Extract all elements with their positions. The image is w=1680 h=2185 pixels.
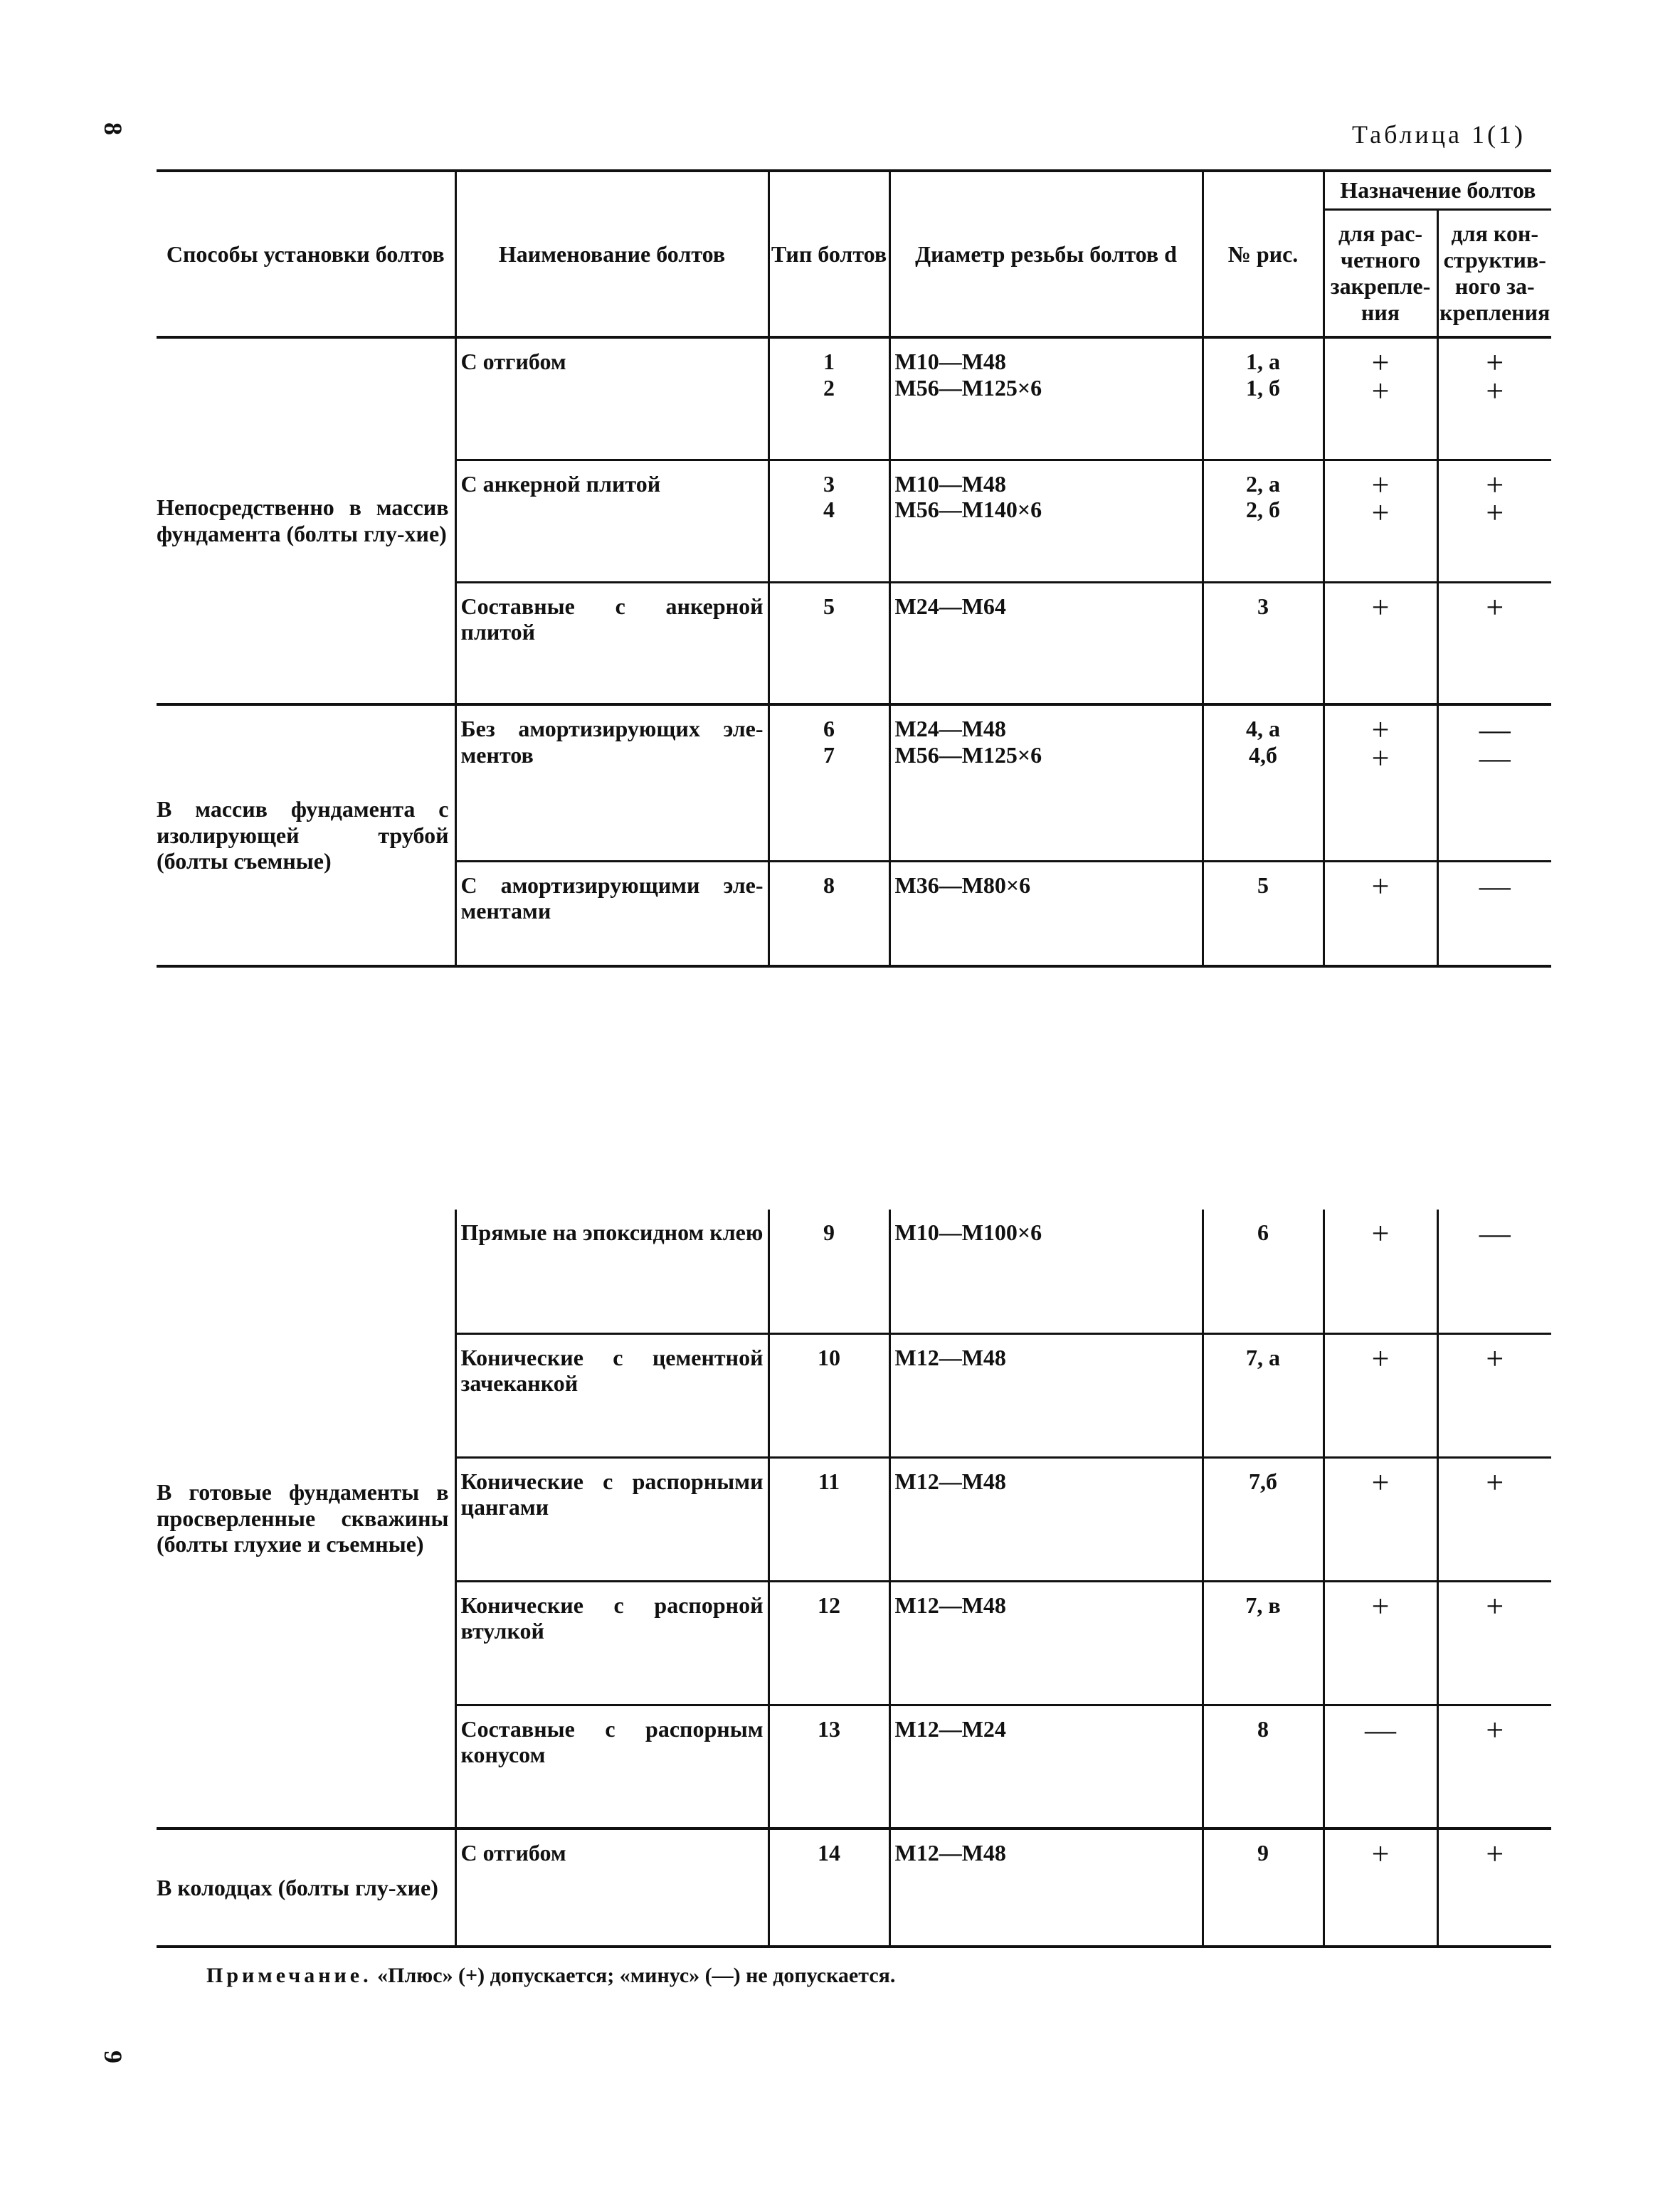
calc-purpose-value: + xyxy=(1371,712,1390,747)
figure-value: 3 xyxy=(1257,593,1269,619)
diameter-value: М12—М48 xyxy=(894,1592,1006,1618)
bolt-type-value: 5 xyxy=(823,593,835,619)
header-purpose: Назначение болтов xyxy=(1324,171,1551,209)
figure-value: 8 xyxy=(1257,1715,1269,1742)
figure-cell xyxy=(1203,1457,1324,1581)
bolt-type-cell xyxy=(768,1581,889,1705)
calc-purpose-cell xyxy=(1324,460,1437,582)
calc-purpose-cell xyxy=(1324,861,1437,966)
bolt-type-cell xyxy=(768,861,889,966)
diameter-cell xyxy=(889,704,1203,861)
bolt-name-cell: Составные с анкерной плитой xyxy=(455,582,768,704)
diameter-cell xyxy=(889,1457,1203,1581)
figure-value: 7, в xyxy=(1245,1592,1281,1618)
bolt-type-value: 9 xyxy=(823,1220,835,1245)
bolts-table-part-1 xyxy=(157,169,1551,969)
constr-purpose-value: + xyxy=(1486,1340,1504,1376)
constr-purpose-value: + xyxy=(1486,589,1504,625)
bolt-type-cell xyxy=(768,1705,889,1829)
bolt-type-cell xyxy=(768,1333,889,1457)
bolt-type-value: 12 xyxy=(818,1592,840,1618)
bolt-type-cell xyxy=(768,1210,889,1333)
table-row xyxy=(157,1829,1551,1947)
diameter-value: М56—М125×6 xyxy=(894,741,1042,768)
constr-purpose-value: + xyxy=(1486,1464,1504,1500)
calc-purpose-cell xyxy=(1324,337,1437,460)
table-note xyxy=(206,1964,895,1988)
diameter-value: М12—М48 xyxy=(894,1344,1006,1370)
bolt-name-cell: Составные с распорным конусом xyxy=(455,1705,768,1829)
constr-purpose-value: + xyxy=(1486,495,1504,531)
diameter-value: М56—М140×6 xyxy=(894,497,1042,523)
bolt-name-cell: С амортизирующими эле-ментами xyxy=(455,861,768,966)
diameter-cell xyxy=(889,1581,1203,1705)
figure-value: 4, а xyxy=(1246,716,1280,741)
calc-purpose-cell xyxy=(1324,1210,1437,1333)
page-number-bottom: 9 xyxy=(99,2051,127,2063)
bolt-type-cell xyxy=(768,460,889,582)
figure-cell xyxy=(1203,1333,1324,1457)
constr-purpose-cell xyxy=(1437,1829,1551,1947)
table-body-1 xyxy=(157,337,1551,966)
constr-purpose-value: — xyxy=(1479,868,1511,904)
constr-purpose-cell xyxy=(1437,1705,1551,1829)
diameter-value: М56—М125×6 xyxy=(894,374,1042,401)
figure-value: 9 xyxy=(1257,1840,1269,1866)
method-cell: Непосредственно в массив фундамента (болты глу-хие) xyxy=(157,337,455,704)
figure-cell xyxy=(1203,1705,1324,1829)
table-body-2 xyxy=(157,1210,1551,1947)
note-text: «Плюс» (+) допускается; «минус» (—) не допускается. xyxy=(377,1964,896,1987)
bolts-table-part-2 xyxy=(157,1210,1551,1949)
bolt-name-cell: Конические с распорными цангами xyxy=(455,1457,768,1581)
diameter-value: М24—М64 xyxy=(894,593,1006,619)
calc-purpose-cell xyxy=(1324,1457,1437,1581)
bolt-type-value: 11 xyxy=(818,1468,840,1494)
bolt-type-cell xyxy=(768,1829,889,1947)
bolt-type-value: 1 xyxy=(823,349,835,374)
calc-purpose-value: + xyxy=(1371,1216,1390,1251)
constr-purpose-cell xyxy=(1437,1457,1551,1581)
calc-purpose-cell xyxy=(1324,1705,1437,1829)
bolt-name-cell: С отгибом xyxy=(455,1829,768,1947)
constr-purpose-value: + xyxy=(1486,1836,1504,1871)
calc-purpose-cell xyxy=(1324,1581,1437,1705)
header-type: Тип болтов xyxy=(768,171,889,337)
bolt-type-value: 2 xyxy=(823,374,835,401)
calc-purpose-value: + xyxy=(1371,1588,1390,1624)
diameter-value: М12—М48 xyxy=(894,1840,1006,1866)
bolt-type-value: 4 xyxy=(823,497,835,523)
constr-purpose-cell xyxy=(1437,1581,1551,1705)
table-row xyxy=(157,1210,1551,1333)
calc-purpose-value: + xyxy=(1371,373,1390,408)
diameter-value: М10—М48 xyxy=(894,470,1006,497)
header-calc: для рас-четного закрепле-ния xyxy=(1324,209,1437,337)
figure-value: 2, б xyxy=(1246,497,1280,523)
bolt-type-value: 7 xyxy=(823,741,835,768)
figure-cell xyxy=(1203,1581,1324,1705)
table-title: Таблица 1(1) xyxy=(1352,120,1526,149)
figure-value: 7, а xyxy=(1246,1344,1280,1370)
figure-value: 2, а xyxy=(1246,470,1280,497)
figure-cell xyxy=(1203,582,1324,704)
constr-purpose-value: + xyxy=(1486,1712,1504,1747)
diameter-cell xyxy=(889,460,1203,582)
constr-purpose-cell xyxy=(1437,861,1551,966)
calc-purpose-cell xyxy=(1324,582,1437,704)
calc-purpose-cell xyxy=(1324,1829,1437,1947)
calc-purpose-value: + xyxy=(1371,740,1390,776)
diameter-cell xyxy=(889,1829,1203,1947)
bolt-type-value: 8 xyxy=(823,872,835,898)
bolt-type-value: 14 xyxy=(818,1840,840,1866)
constr-purpose-value: + xyxy=(1486,345,1504,380)
figure-value: 5 xyxy=(1257,872,1269,898)
table-row xyxy=(157,704,1551,861)
diameter-value: М24—М48 xyxy=(894,716,1006,741)
constr-purpose-cell xyxy=(1437,337,1551,460)
bolt-type-cell xyxy=(768,1457,889,1581)
bolt-type-value: 6 xyxy=(823,716,835,741)
diameter-cell xyxy=(889,1333,1203,1457)
method-cell: В колодцах (болты глу-хие) xyxy=(157,1829,455,1947)
bolt-name-cell: Конические с распорной втулкой xyxy=(455,1581,768,1705)
figure-cell xyxy=(1203,1210,1324,1333)
bolt-name-cell: Прямые на эпоксидном клею xyxy=(455,1210,768,1333)
constr-purpose-cell xyxy=(1437,460,1551,582)
diameter-value: М36—М80×6 xyxy=(894,872,1031,898)
constr-purpose-value: + xyxy=(1486,1588,1504,1624)
note-label: Примечание. xyxy=(206,1964,372,1987)
calc-purpose-value: + xyxy=(1371,1464,1390,1500)
figure-value: 7,б xyxy=(1249,1468,1277,1494)
calc-purpose-value: + xyxy=(1371,467,1390,502)
constr-purpose-value: + xyxy=(1486,373,1504,408)
bolt-type-cell xyxy=(768,582,889,704)
calc-purpose-value: — xyxy=(1365,1712,1396,1747)
header-name: Наименование болтов xyxy=(455,171,768,337)
diameter-value: М12—М48 xyxy=(894,1468,1006,1494)
calc-purpose-cell xyxy=(1324,704,1437,861)
constr-purpose-cell xyxy=(1437,1333,1551,1457)
diameter-value: М12—М24 xyxy=(894,1715,1006,1742)
calc-purpose-value: + xyxy=(1371,345,1390,380)
header-method: Способы установки болтов xyxy=(157,171,455,337)
method-cell: В готовые фундаменты в просверленные скважины (болты глухие и съемные) xyxy=(157,1478,449,1557)
figure-cell xyxy=(1203,1829,1324,1947)
figure-value: 6 xyxy=(1257,1220,1269,1245)
constr-purpose-cell xyxy=(1437,704,1551,861)
diameter-cell xyxy=(889,861,1203,966)
bolt-type-value: 3 xyxy=(823,470,835,497)
bolt-type-cell xyxy=(768,337,889,460)
constr-purpose-cell xyxy=(1437,1210,1551,1333)
diameter-cell xyxy=(889,337,1203,460)
constr-purpose-value: — xyxy=(1479,1216,1511,1251)
figure-cell xyxy=(1203,460,1324,582)
figure-cell xyxy=(1203,861,1324,966)
figure-cell xyxy=(1203,337,1324,460)
header-fig: № рис. xyxy=(1203,171,1324,337)
calc-purpose-value: + xyxy=(1371,1340,1390,1376)
calc-purpose-value: + xyxy=(1371,868,1390,904)
method-cell: В массив фундамента с изолирующей трубой (болты съемные) xyxy=(157,704,455,966)
table-row xyxy=(157,337,1551,460)
figure-cell xyxy=(1203,704,1324,861)
calc-purpose-cell xyxy=(1324,1333,1437,1457)
figure-value: 4,б xyxy=(1249,741,1277,768)
diameter-cell xyxy=(889,1705,1203,1829)
header-diameter: Диаметр резьбы болтов d xyxy=(889,171,1203,337)
diameter-cell xyxy=(889,1210,1203,1333)
constr-purpose-cell xyxy=(1437,582,1551,704)
bolt-type-value: 13 xyxy=(818,1715,840,1742)
calc-purpose-value: + xyxy=(1371,1836,1390,1871)
figure-value: 1, б xyxy=(1246,374,1280,401)
page-number-top: 8 xyxy=(99,122,127,135)
bolt-name-cell: Без амортизирующих эле-ментов xyxy=(455,704,768,861)
constr-purpose-value: + xyxy=(1486,467,1504,502)
calc-purpose-value: + xyxy=(1371,589,1390,625)
diameter-value: М10—М100×6 xyxy=(894,1220,1042,1245)
bolt-type-value: 10 xyxy=(818,1344,840,1370)
bolt-name-cell: С отгибом xyxy=(455,337,768,460)
calc-purpose-value: + xyxy=(1371,495,1390,531)
diameter-cell xyxy=(889,582,1203,704)
constr-purpose-value: — xyxy=(1479,740,1511,776)
header-constr: для кон-структив-ного за-крепления xyxy=(1437,209,1551,337)
bolt-name-cell: С анкерной плитой xyxy=(455,460,768,582)
diameter-value: М10—М48 xyxy=(894,349,1006,374)
bolt-name-cell: Конические с цементной зачеканкой xyxy=(455,1333,768,1457)
figure-value: 1, а xyxy=(1246,349,1280,374)
bolt-type-cell xyxy=(768,704,889,861)
constr-purpose-value: — xyxy=(1479,712,1511,747)
